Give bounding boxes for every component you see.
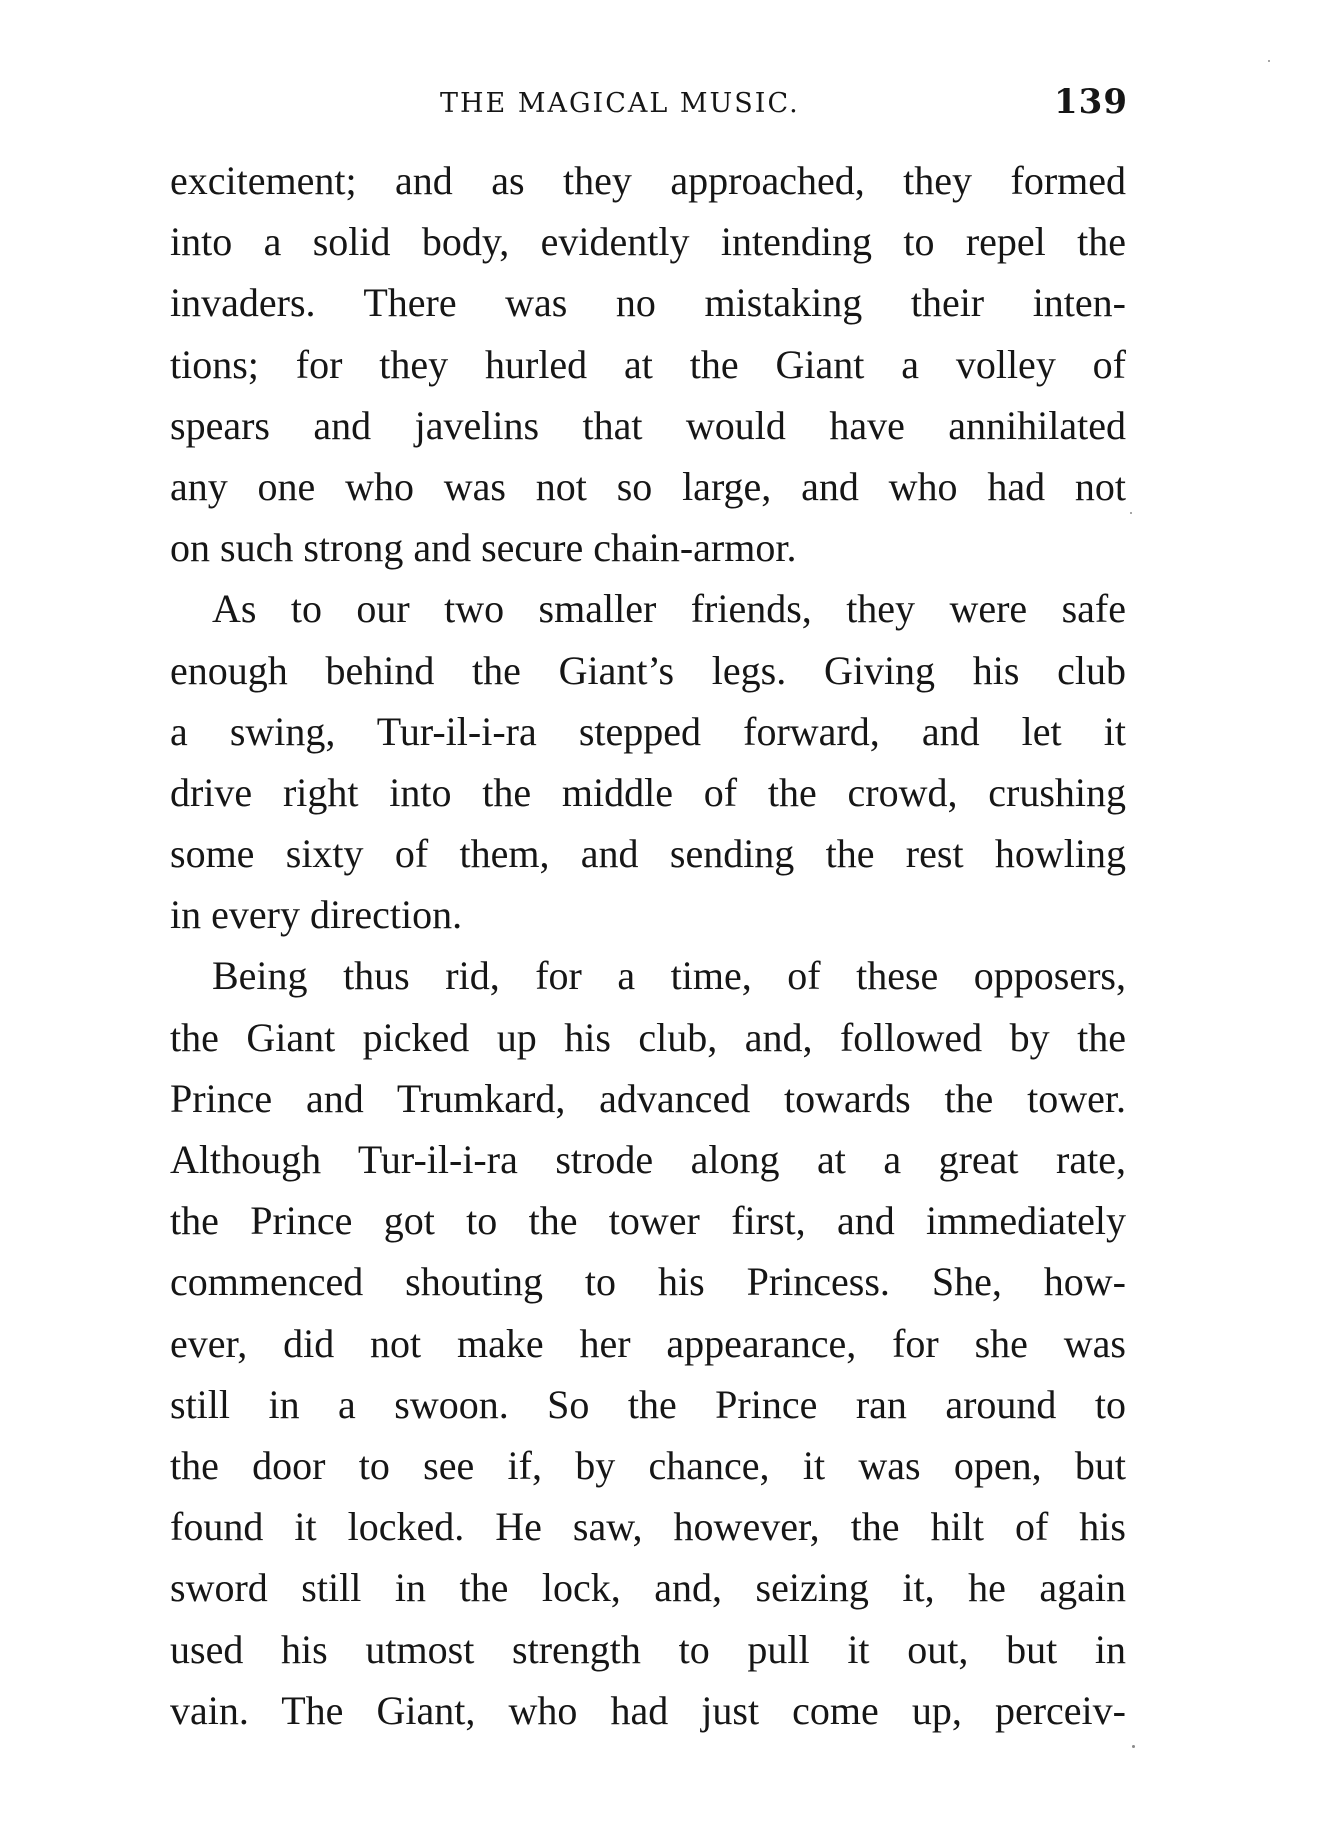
text-line: the door to see if, by chance, it was open, but xyxy=(170,1442,1126,1488)
text-line: ever, did not make her appearance, for she was xyxy=(170,1320,1126,1366)
paragraph xyxy=(170,150,1126,578)
text-line: tions; for they hurled at the Giant a volley of xyxy=(170,341,1126,387)
text-line: commenced shouting to his Princess. She, how- xyxy=(170,1259,1126,1305)
text-line: a swing, Tur-il-i-ra stepped forward, and let it xyxy=(170,708,1126,754)
body-text xyxy=(170,150,1126,1741)
page-number: 139 xyxy=(1054,82,1128,122)
paragraph xyxy=(170,945,1126,1740)
text-line: vain. The Giant, who had just come up, perceiv- xyxy=(170,1687,1126,1733)
running-title: THE MAGICAL MUSIC. xyxy=(440,88,800,119)
text-line: in every direction. xyxy=(170,892,463,938)
text-line: into a solid body, evidently intending to repel the xyxy=(170,219,1126,265)
print-speck xyxy=(1130,512,1132,514)
text-line: any one who was not so large, and who had not xyxy=(170,463,1126,509)
text-line: Being thus rid, for a time, of these opposers, xyxy=(212,953,1126,999)
text-line: As to our two smaller friends, they were safe xyxy=(212,586,1126,632)
text-line: found it locked. He saw, however, the hilt of his xyxy=(170,1504,1126,1550)
text-line: the Prince got to the tower first, and immediately xyxy=(170,1198,1126,1244)
text-line: excitement; and as they approached, they formed xyxy=(170,158,1126,203)
print-speck xyxy=(1132,1745,1135,1748)
text-line: spears and javelins that would have annihilated xyxy=(170,402,1126,448)
paragraph xyxy=(170,578,1126,945)
running-header xyxy=(170,82,1128,134)
text-line: some sixty of them, and sending the rest howling xyxy=(170,831,1126,877)
text-line: used his utmost strength to pull it out, but in xyxy=(170,1626,1126,1672)
text-line: Prince and Trumkard, advanced towards the tower. xyxy=(170,1075,1126,1121)
text-line: on such strong and secure chain-armor. xyxy=(170,525,797,571)
text-line: sword still in the lock, and, seizing it, he again xyxy=(170,1565,1126,1611)
text-line: invaders. There was no mistaking their inten- xyxy=(170,280,1126,326)
text-line: Although Tur-il-i-ra strode along at a great rate, xyxy=(170,1137,1126,1182)
text-line: still in a swoon. So the Prince ran around to xyxy=(170,1381,1126,1427)
text-line: enough behind the Giant’s legs. Giving his club xyxy=(170,647,1126,693)
text-line: drive right into the middle of the crowd, crushing xyxy=(170,769,1126,815)
print-speck xyxy=(1268,60,1270,62)
text-line: the Giant picked up his club, and, followed by the xyxy=(170,1014,1126,1060)
